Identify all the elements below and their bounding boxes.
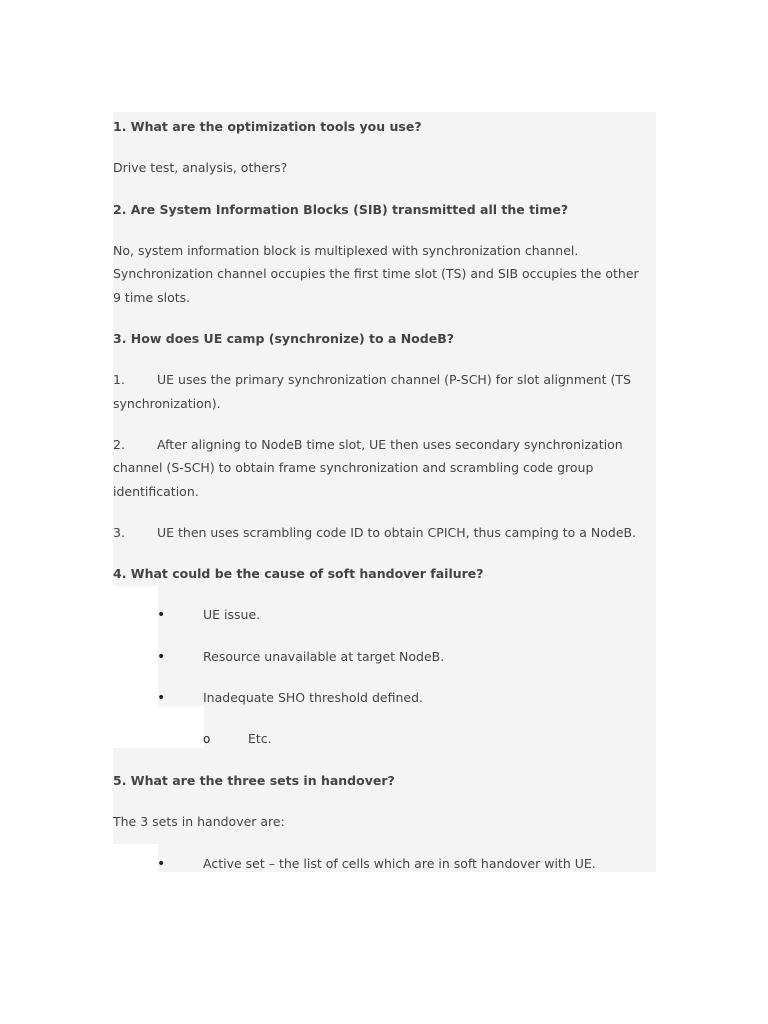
bullet-item: Resource unavailable at target NodeB.	[203, 649, 445, 664]
sub-bullet-icon: o	[203, 732, 211, 746]
step-number: 3.	[113, 525, 125, 540]
bullet-icon: •	[157, 649, 166, 665]
question-5-intro: The 3 sets in handover are:	[113, 814, 285, 829]
step-text-continued: identification.	[113, 484, 199, 499]
step-text: UE uses the primary synchronization channel (P-SCH) for slot alignment (TS	[157, 372, 631, 387]
question-1-heading: 1. What are the optimization tools you use?	[113, 119, 422, 134]
content-background	[113, 112, 656, 586]
step-number: 1.	[113, 372, 125, 387]
question-4-heading: 4. What could be the cause of soft handover failure?	[113, 566, 484, 581]
step-text-continued: synchronization).	[113, 396, 221, 411]
step-text: After aligning to NodeB time slot, UE then uses secondary synchronization	[157, 437, 623, 452]
question-1-answer: Drive test, analysis, others?	[113, 160, 288, 175]
question-2-heading: 2. Are System Information Blocks (SIB) transmitted all the time?	[113, 202, 569, 217]
question-2-answer-line: No, system information block is multiplexed with synchronization channel.	[113, 243, 579, 258]
bullet-item: UE issue.	[203, 607, 261, 622]
bullet-item: Active set – the list of cells which are in soft handover with UE.	[203, 856, 596, 871]
bullet-icon: •	[157, 607, 166, 623]
step-number: 2.	[113, 437, 125, 452]
question-2-answer-line: 9 time slots.	[113, 290, 191, 305]
question-3-heading: 3. How does UE camp (synchronize) to a NodeB?	[113, 331, 454, 346]
bullet-item: Inadequate SHO threshold defined.	[203, 690, 423, 705]
step-text: UE then uses scrambling code ID to obtain CPICH, thus camping to a NodeB.	[157, 525, 637, 540]
bullet-icon: •	[157, 690, 166, 706]
content-background	[158, 586, 656, 706]
step-text-continued: channel (S-SCH) to obtain frame synchronization and scrambling code group	[113, 460, 594, 475]
bullet-icon: •	[157, 856, 166, 872]
question-2-answer-line: Synchronization channel occupies the first time slot (TS) and SIB occupies the other	[113, 266, 639, 281]
question-5-heading: 5. What are the three sets in handover?	[113, 773, 395, 788]
content-background	[204, 706, 656, 748]
sub-bullet-item: Etc.	[248, 731, 272, 746]
